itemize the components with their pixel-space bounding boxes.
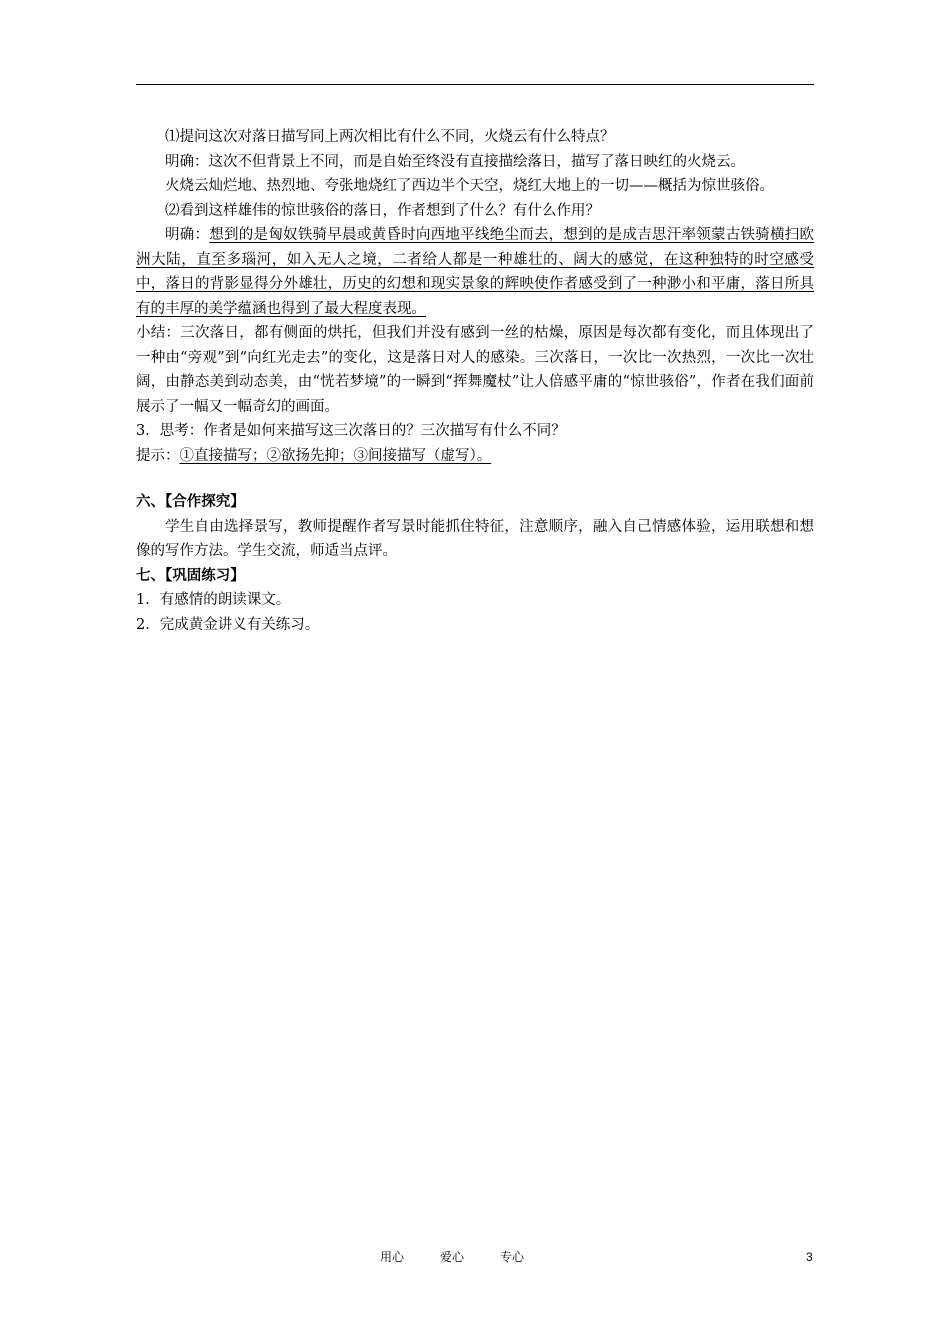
section-gap bbox=[136, 468, 814, 490]
summary: 小结：三次落日，都有侧面的烘托，但我们并没有感到一丝的枯燥，原因是每次都有变化，而且体现出了一种由“旁观”到“向红光走去”的变化，这是落日对人的感染。三次落日，一次比一次热烈，一次比一次壮阔，由静态美到动态美，由“恍若梦境”的一瞬到“挥舞魔杖”让人倍感平庸的“惊世骇俗”，作者在我们面前展示了一幅又一幅奇幻的画面。 bbox=[136, 325, 814, 415]
answer-2-underlined: 想到的是匈奴铁骑早晨或黄昏时向西地平线绝尘而去，想到的是成吉思汗率领蒙古铁骑横扫欧洲大陆，直至多瑙河，如入无人之境，二者给人都是一种雄壮的、阔大的感觉，在这种独特的时空感受中，落日的背影显得分外雄壮，历史的幻想和现实景象的辉映使作者感受到了一种渺小和平庸，落日所具有的丰厚的美学蕴涵也得到了最大程度表现。 bbox=[136, 227, 815, 317]
question-2: ⑵看到这样雄伟的惊世骇俗的落日，作者想到了什么？有什么作用？ bbox=[165, 202, 600, 219]
answer-1-continued: 火烧云灿烂地、热烈地、夸张地烧红了西边半个天空，烧红大地上的一切——概括为惊世骇俗。 bbox=[165, 178, 774, 194]
page-content bbox=[136, 125, 814, 637]
header-rule bbox=[136, 84, 814, 85]
footer-motto-1: 用心 bbox=[380, 1250, 405, 1264]
hint bbox=[136, 444, 814, 469]
exercise-item-1: 1．有感情的朗读课文。 bbox=[136, 592, 291, 608]
hint-prefix: 提示： bbox=[136, 447, 180, 464]
answer-2-prefix: 明确： bbox=[165, 227, 210, 243]
footer-motto bbox=[380, 1249, 560, 1265]
answer-1: 明确：这次不但背景上不同，而是自始至终没有直接描绘落日，描写了落日映红的火烧云。 bbox=[165, 153, 745, 170]
question-3: 3．思考：作者是如何来描写这三次落日的？三次描写有什么不同？ bbox=[136, 423, 566, 439]
footer-motto-3: 专心 bbox=[500, 1250, 525, 1264]
answer-2 bbox=[136, 223, 814, 321]
question-1: ⑴提问这次对落日描写同上两次相比有什么不同，火烧云有什么特点？ bbox=[165, 129, 615, 145]
hint-underlined: ①直接描写；②欲扬先抑；③间接描写（虚写）。 bbox=[179, 447, 492, 464]
exercise-item-2: 2．完成黄金讲义有关练习。 bbox=[136, 616, 320, 633]
section-6-body: 学生自由选择景写，教师提醒作者写景时能抓住特征，注意顺序，融入自己情感体验，运用联想和想像的写作方法。学生交流，师适当点评。 bbox=[136, 518, 814, 559]
page-number: 3 bbox=[806, 1250, 813, 1264]
section-6-heading: 六、【合作探究】 bbox=[136, 493, 245, 510]
section-7-heading: 七、【巩固练习】 bbox=[136, 566, 245, 584]
footer-motto-2: 爱心 bbox=[440, 1250, 465, 1264]
